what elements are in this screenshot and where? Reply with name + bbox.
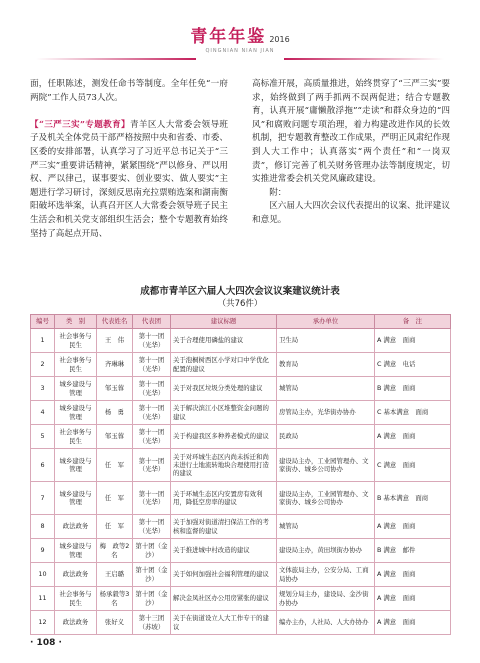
table-row (31, 353, 451, 377)
cell-title: 关于泡桐树西区小学对口中学优化配置的建议 (171, 353, 277, 377)
cell-category: 政法政务 (55, 563, 97, 587)
cell-delegate: 杨 勇 (97, 401, 133, 425)
cell-remark: C 满意 面商 (375, 449, 451, 482)
cell-handler: 民政局 (277, 425, 375, 449)
column-header: 类 别 (55, 315, 97, 329)
article-column-left (30, 78, 228, 241)
cell-category: 城乡建设与管理 (55, 482, 97, 515)
paragraph-text: 青羊区人大常委会领导班子及机关全体党员干部严格按照中央和省委、市委、区委的安排部署，认真学习了习近平总书记关于“三严三实”重要讲话精神，紧紧围绕“严以修身、严以用权、严以律己，谋事要实、创业要实、做人要实”主题进行学习研讨，深刻反思南充拉票贿选案和湖南衡阳破坏选举案，认真召开区人大常委会领导班子民主生活会和机关党支部组织生活会；整个专题教育始终坚持了高起点开局、 (30, 119, 228, 239)
cell-handler: 城管局 (277, 377, 375, 401)
cell-handler: 卫生局 (277, 329, 375, 353)
table-count: （共76件） (217, 299, 263, 309)
cell-handler: 房管局主办，光华街办协办 (277, 401, 375, 425)
cell-title: 关于合理使用磷盐的建议 (171, 329, 277, 353)
cell-handler: 教育局 (277, 353, 375, 377)
column-header: 编号 (31, 315, 55, 329)
cell-number: 2 (31, 353, 55, 377)
table-row (31, 377, 451, 401)
cell-delegate: 邹玉蓉 (97, 377, 133, 401)
cell-category: 城乡建设与管理 (55, 401, 97, 425)
cell-delegate: 邹玉蓉 (97, 425, 133, 449)
cell-delegate: 齐琳琳 (97, 353, 133, 377)
cell-remark: A 满意 面商 (375, 515, 451, 539)
cell-delegate: 任 军 (97, 515, 133, 539)
cell-number: 5 (31, 425, 55, 449)
cell-handler: 城管局 (277, 515, 375, 539)
cell-category: 社会事务与民生 (55, 425, 97, 449)
cell-category: 社会事务与民生 (55, 329, 97, 353)
cell-delegation: 第十一团（光华） (133, 401, 171, 425)
cell-remark: A 满意 面商 (375, 611, 451, 635)
cell-delegation: 第十团（金沙） (133, 587, 171, 611)
table-row (31, 449, 451, 482)
table-header-row (31, 315, 451, 329)
table-row (31, 425, 451, 449)
cell-category: 社会事务与民生 (55, 353, 97, 377)
cell-number: 7 (31, 482, 55, 515)
cell-title: 关于加强对街道清扫保洁工作的考核和监督的建议 (171, 515, 277, 539)
cell-delegation: 第十团（金沙） (133, 539, 171, 563)
cell-remark: B 满意 邮件 (375, 539, 451, 563)
cell-handler: 编办主办，人社局、人大办协办 (277, 611, 375, 635)
cell-number: 10 (31, 563, 55, 587)
cell-delegate: 任 军 (97, 482, 133, 515)
cell-delegation: 第十一团（光华） (133, 425, 171, 449)
cell-delegation: 第十一团（光华） (133, 377, 171, 401)
cell-title: 关于在街道设立人大工作专干的建议 (171, 611, 277, 635)
table-row (31, 539, 451, 563)
cell-number: 12 (31, 611, 55, 635)
cell-delegate: 梅 政等2名 (97, 539, 133, 563)
table-row (31, 587, 451, 611)
cell-number: 1 (31, 329, 55, 353)
cell-title: 关于推进城中村改造的建议 (171, 539, 277, 563)
cell-delegation: 第十团（金沙） (133, 563, 171, 587)
cell-remark: B 满意 面商 (375, 377, 451, 401)
cell-number: 8 (31, 515, 55, 539)
cell-remark: A 满意 面商 (375, 425, 451, 449)
table-row (31, 611, 451, 635)
cell-remark: A 满意 面商 (375, 329, 451, 353)
cell-handler: 建设局主办，工业园管理办、文家街办、城乡公司协办 (277, 482, 375, 515)
cell-category: 政法政务 (55, 515, 97, 539)
cell-delegation: 第十一团（光华） (133, 482, 171, 515)
cell-number: 3 (31, 377, 55, 401)
cell-title: 关于对环城生态区内尚未拆迁和尚未进行土地流转地块合理使用打造的建议 (171, 449, 277, 482)
paragraph: 区六届人大四次会议代表提出的议案、批评建议和意见。 (252, 201, 450, 225)
cell-title: 关于对我区垃圾分类处理的建议 (171, 377, 277, 401)
cell-category: 政法政务 (55, 611, 97, 635)
cell-delegation: 第十三团（苏坡） (133, 611, 171, 635)
table-title: 成都市青羊区六届人大四次会议议案建议统计表 (140, 286, 340, 297)
cell-handler: 建设局主办，黄田坝街办协办 (277, 539, 375, 563)
column-header: 代表姓名 (97, 315, 133, 329)
cell-remark: C 基本满意 面商 (375, 401, 451, 425)
table-row (31, 401, 451, 425)
header-rule-left (36, 58, 196, 60)
cell-delegation: 第十一团（光华） (133, 515, 171, 539)
cell-delegate: 任 军 (97, 449, 133, 482)
cell-category: 城乡建设与管理 (55, 539, 97, 563)
table-row (31, 515, 451, 539)
masthead-title: 青年年鉴 (190, 27, 267, 47)
cell-number: 4 (31, 401, 55, 425)
header-rule-right (284, 58, 444, 60)
cell-delegate: 王启璐 (97, 563, 133, 587)
column-header: 备 注 (375, 315, 451, 329)
cell-number: 6 (31, 449, 55, 482)
masthead-pinyin: QINGNIAN NIAN JIAN (205, 48, 275, 54)
cell-handler: 规划分局主办，建设局、金沙街办协办 (277, 587, 375, 611)
paragraph: 高标准开展，高质量推进，始终贯穿了“三严三实”要求，始终做到了两手抓两不误两促进；结合专题教育，认真开展“庸懒散浮拖”“走读”和群众身边的“四风”和腐败问题专项治理，着力构建改进作风的长效机制，把专题教育整改工作成果，严明正风肃纪作现到人大工作中；认真落实“两个责任”和“一岗双责”，修订完善了机关财务管理办法等制度规定，切实推进常委会机关党风廉政建设。 (252, 79, 450, 185)
cell-title: 关于解决滨江小区堆整资金问题的建议 (171, 401, 277, 425)
paragraph (30, 119, 228, 241)
cell-number: 9 (31, 539, 55, 563)
table-row (31, 563, 451, 587)
paragraph: 面，任职陈述，测发任命书等制度。全年任免“一府两院”工作人员73人次。 (30, 79, 228, 103)
cell-remark: C 满意 电话 (375, 353, 451, 377)
cell-category: 城乡建设与管理 (55, 377, 97, 401)
column-header: 承办单位 (277, 315, 375, 329)
cell-delegation: 第十一团（光华） (133, 329, 171, 353)
cell-delegation: 第十一团（光华） (133, 449, 171, 482)
cell-title: 关于环城生态区内安置房有效利用，降低空房率的建议 (171, 482, 277, 515)
cell-category: 社会事务与民生 (55, 587, 97, 611)
table-row (31, 482, 451, 515)
cell-delegation: 第十一团（光华） (133, 353, 171, 377)
cell-delegate: 王 伟 (97, 329, 133, 353)
page-header (0, 0, 480, 72)
page-number: · 108 · (30, 638, 62, 648)
cell-remark: A 满意 面商 (375, 587, 451, 611)
article-column-right (252, 78, 450, 228)
proposals-table (30, 314, 451, 635)
cell-title: 关于如何加强社会福利管理的建议 (171, 563, 277, 587)
cell-title: 关于构建我区多种养老模式的建议 (171, 425, 277, 449)
table-row (31, 329, 451, 353)
section-heading: 【“三严三实”专题教育】 (30, 119, 130, 130)
cell-handler: 文体旅局主办，公安分局、工商局协办 (277, 563, 375, 587)
masthead-year: 2016 (269, 35, 290, 44)
article-body (30, 78, 450, 278)
cell-category: 城乡建设与管理 (55, 449, 97, 482)
cell-number: 11 (31, 587, 55, 611)
column-header: 建议标题 (171, 315, 277, 329)
cell-delegate: 张好义 (97, 611, 133, 635)
cell-handler: 建设局主办，工业园管理办、文家街办、城乡公司协办 (277, 449, 375, 482)
cell-delegate: 杨承毅等3名 (97, 587, 133, 611)
cell-remark: A 满意 面商 (375, 563, 451, 587)
masthead (182, 22, 298, 54)
column-header: 代表团 (133, 315, 171, 329)
cell-title: 解决金凤社区办公用房紧张的建议 (171, 587, 277, 611)
cell-remark: B 基本满意 面商 (375, 482, 451, 515)
appendix-label: 附： (269, 187, 287, 198)
